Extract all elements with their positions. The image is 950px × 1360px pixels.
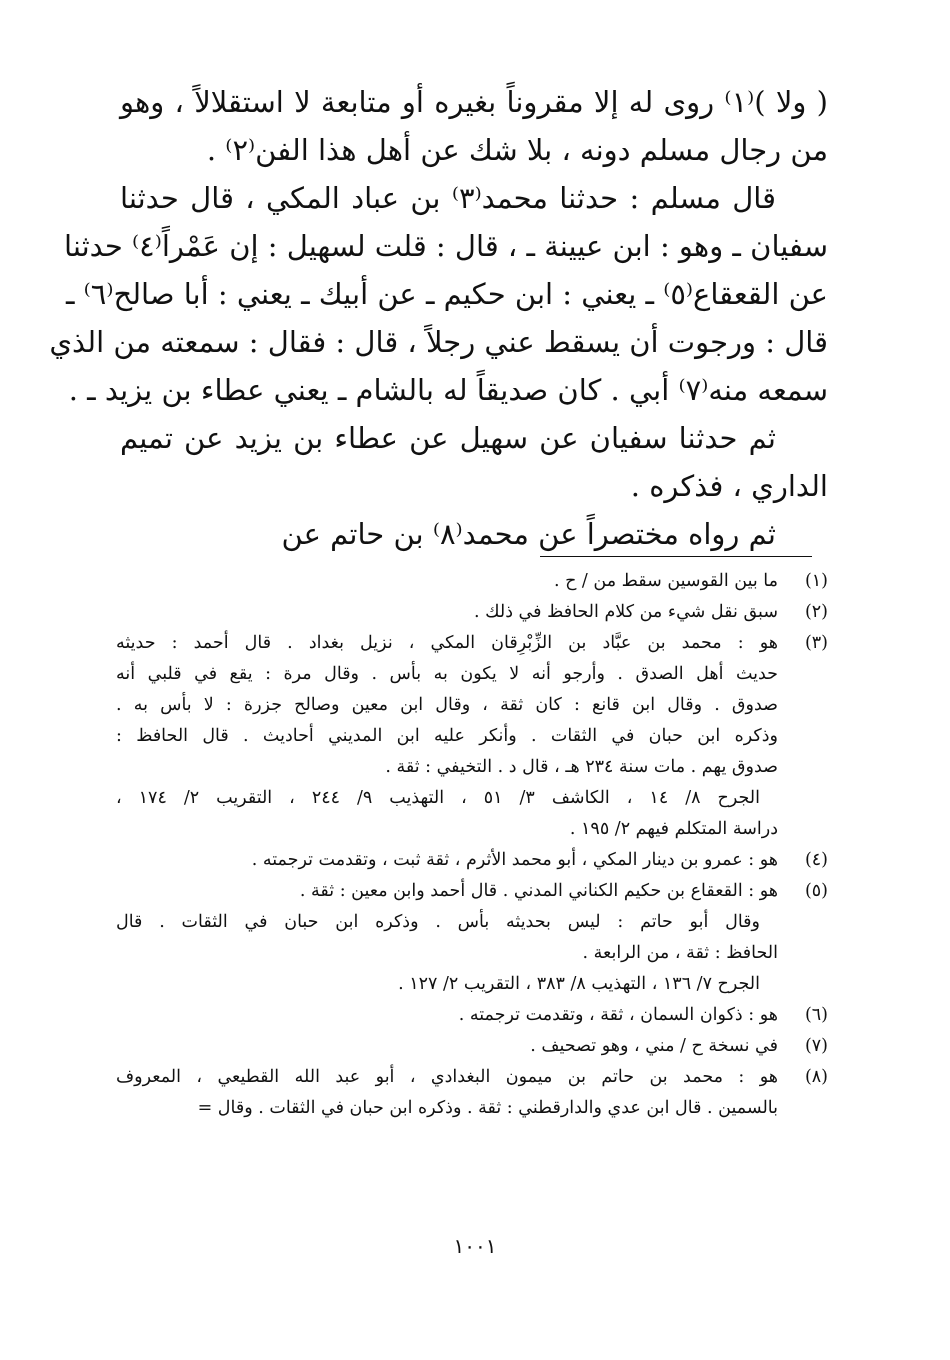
main-text-line: قال مسلم : حدثنا محمد⁽٣⁾ بن عباد المكي ، قال حدثنا	[120, 181, 776, 215]
footnote-number: (٧)	[804, 1036, 828, 1056]
footnote	[116, 1000, 828, 1031]
footnote-line: صدوق يهم . مات سنة ٢٣٤ هـ ، قال د . التخيفي : ثقة .	[385, 757, 778, 777]
footnotes	[116, 566, 828, 1124]
main-text-line: ثم حدثنا سفيان عن سهيل عن عطاء بن يزيد عن تميم	[120, 421, 776, 455]
footnote-number: (١)	[804, 571, 828, 591]
main-text-line: ثم رواه مختصراً عن محمد⁽٨⁾ بن حاتم عن	[281, 517, 776, 551]
footnote-number: (٥)	[804, 881, 828, 901]
footnote-line: ما بين القوسين سقط من / ح .	[553, 571, 778, 591]
footnote-number: (٨)	[804, 1067, 828, 1087]
footnote-line: هو : محمد بن عبَّاد بن الزِّبْرِقان المكي ، نزيل بغداد . قال أحمد : حديثه	[116, 633, 778, 653]
main-text-line: ( ولا )⁽١⁾ روى له إلا مقروناً بغيره أو متابعة لا استقلالاً ، وهو	[120, 85, 828, 119]
footnote-line: وقال أبو حاتم : ليس بحديثه بأس . وذكره ابن حبان في الثقات . قال	[116, 912, 760, 932]
main-text-line: الداري ، فذكره .	[630, 469, 828, 503]
main-text	[49, 78, 828, 558]
footnote-number: (٦)	[804, 1005, 828, 1025]
footnote-line: صدوق . وقال ابن قانع : كان ثقة ، وقال ابن معين وصالح جزرة : لا بأس به .	[116, 695, 778, 715]
page-number: ١٠٠١	[453, 1234, 497, 1258]
footnote	[116, 1031, 828, 1062]
footnote-line: هو : ذكوان السمان ، ثقة ، وتقدمت ترجمته .	[458, 1005, 778, 1025]
footnote-line: هو : محمد بن حاتم بن ميمون البغدادي ، أبو عبد الله القطيعي ، المعروف	[116, 1067, 778, 1087]
footnote	[116, 845, 828, 876]
footnote-line: دراسة المتكلم فيهم ٢/ ١٩٥ .	[569, 819, 778, 839]
footnote-line: الحافظ : ثقة ، من الرابعة .	[582, 943, 778, 963]
main-text-line: عن القعقاع⁽٥⁾ ـ يعني : ابن حكيم ـ عن أبيك ـ يعني : أبا صالح⁽٦⁾ ـ	[65, 277, 828, 311]
footnote	[116, 876, 828, 1000]
footnote-number: (٢)	[804, 602, 828, 622]
footnote-line: بالسمين . قال ابن عدي والدارقطني : ثقة . وذكره ابن حبان في الثقات . وقال =	[197, 1098, 778, 1118]
main-text-line: قال : ورجوت أن يسقط عني رجلاً ، قال : فقال : سمعته من الذي	[49, 325, 828, 359]
footnote-line: في نسخة ح / مني ، وهو تصحيف .	[530, 1036, 778, 1056]
footnote	[116, 597, 828, 628]
footnote-line: هو : القعقاع بن حكيم الكناني المدني . قال أحمد وابن معين : ثقة .	[299, 881, 778, 901]
footnote-line: وذكره ابن حبان في الثقات . وأنكر عليه ابن المديني أحاديث . قال الحافظ :	[116, 726, 778, 746]
footnote	[116, 566, 828, 597]
footnote	[116, 628, 828, 845]
footnote	[116, 1062, 828, 1124]
footnote-line: هو : عمرو بن دينار المكي ، أبو محمد الأثرم ، ثقة ثبت ، وتقدمت ترجمته .	[251, 850, 778, 870]
footnote-number: (٣)	[804, 633, 828, 653]
main-text-line: سفيان ـ وهو : ابن عيينة ـ ، قال : قلت لسهيل : إن عَمْراً⁽٤⁾ حدثنا	[64, 229, 828, 263]
footnote-separator	[540, 556, 812, 557]
footnote-line: حديث أهل الصدق . وأرجو أنه لا يكون به بأس . وقال مرة : يقع في قلبي أنه	[116, 664, 778, 684]
footnote-line: الجرح ٧/ ١٣٦ ، التهذيب ٨/ ٣٨٣ ، التقريب ٢/ ١٢٧ .	[398, 974, 760, 994]
footnote-number: (٤)	[804, 850, 828, 870]
footnote-line: سبق نقل شيء من كلام الحافظ في ذلك .	[474, 602, 778, 622]
footnote-line: الجرح ٨/ ١٤ ، الكاشف ٣/ ٥١ ، التهذيب ٩/ ٢٤٤ ، التقريب ٢/ ١٧٤ ،	[116, 788, 760, 808]
main-text-line: من رجال مسلم دونه ، بلا شك عن أهل هذا الفن⁽٢⁾ .	[206, 133, 828, 167]
main-text-line: سمعه منه⁽٧⁾ أبي . كان صديقاً له بالشام ـ يعني عطاء بن يزيد ـ .	[68, 373, 828, 407]
